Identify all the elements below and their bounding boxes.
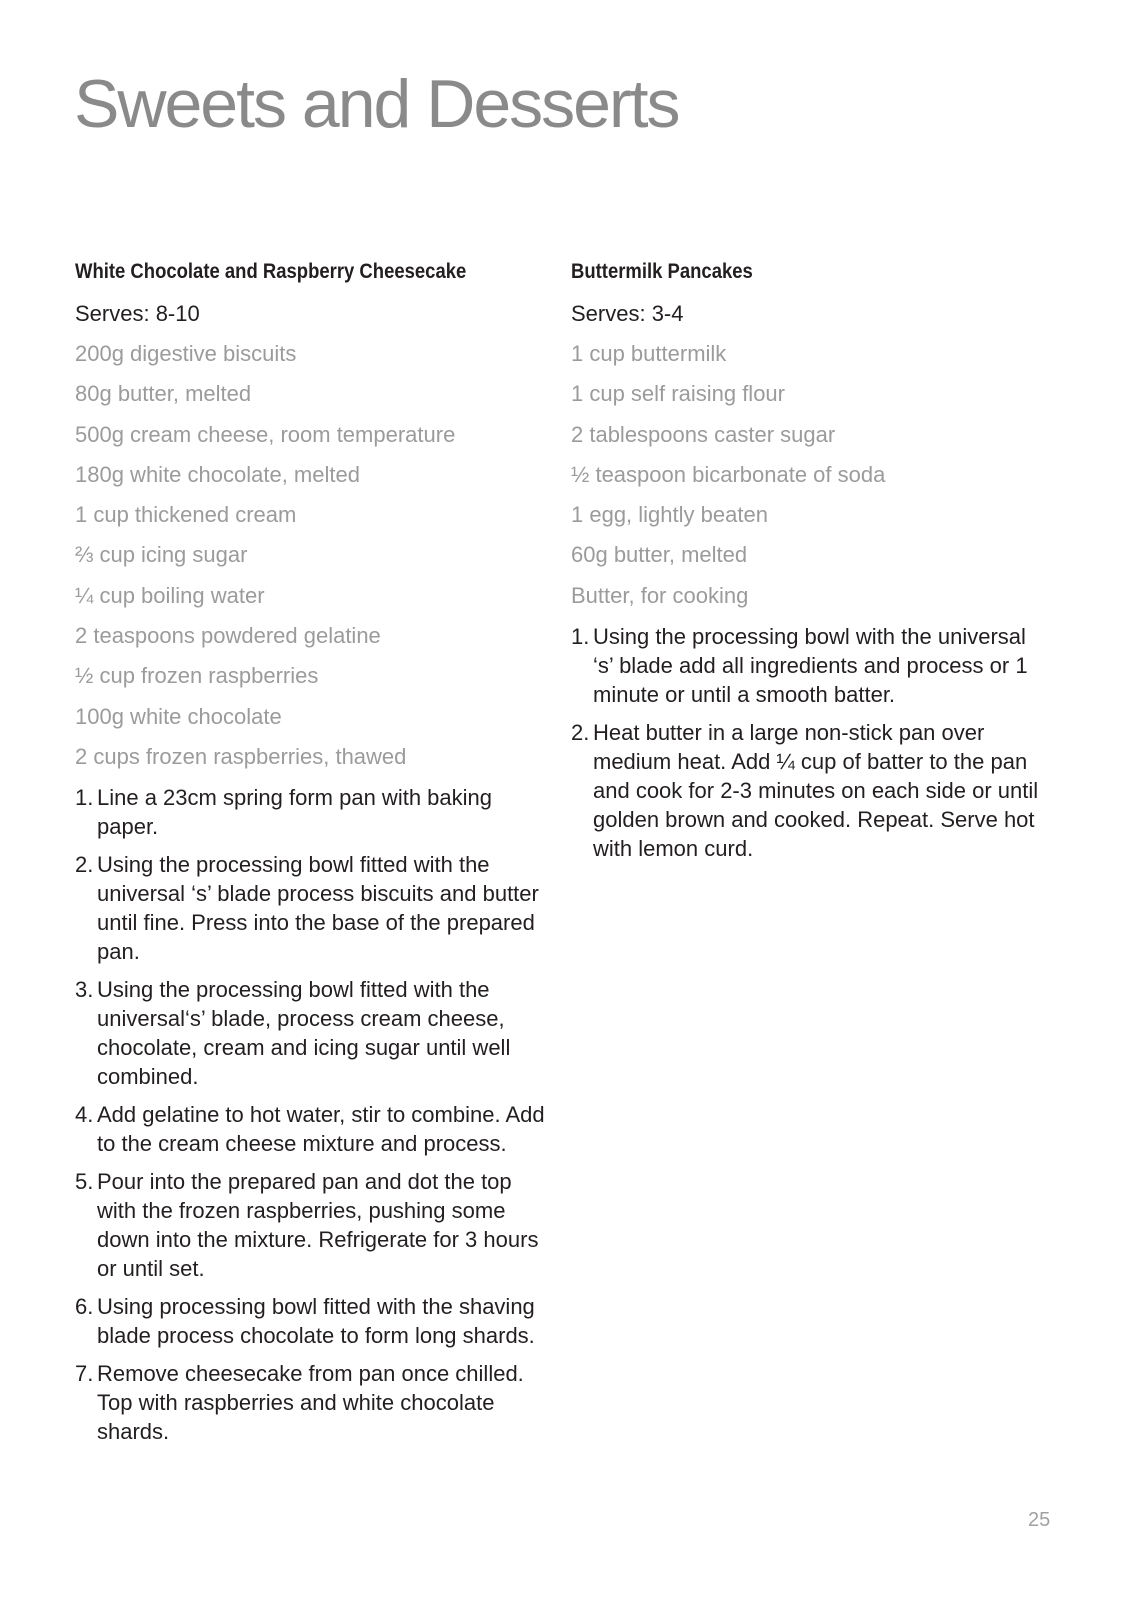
ingredient-item: 2 teaspoons powdered gelatine xyxy=(75,623,381,649)
ingredient-item: ½ cup frozen raspberries xyxy=(75,663,319,689)
ingredient-item: 1 egg, lightly beaten xyxy=(571,502,768,528)
page-title: Sweets and Desserts xyxy=(74,66,679,142)
step-text: Using the processing bowl fitted with the universal‘s’ blade, process cream cheese, chocolate, cream and icing sugar until well combined. xyxy=(97,977,511,1090)
method-step xyxy=(75,1292,545,1350)
ingredient-item: 80g butter, melted xyxy=(75,381,252,407)
ingredient-item: 200g digestive biscuits xyxy=(75,341,297,366)
recipe-serves: Serves: 3-4 xyxy=(571,301,684,326)
ingredient-list xyxy=(75,334,545,777)
step-number: 5. xyxy=(75,1169,94,1195)
method-step xyxy=(571,622,1046,709)
ingredient-item: 100g white chocolate xyxy=(75,703,282,729)
method-steps xyxy=(75,783,545,1446)
method-step xyxy=(75,975,545,1091)
method-step xyxy=(75,1167,545,1283)
page-number: 25 xyxy=(1028,1509,1051,1531)
method-step xyxy=(571,718,1046,863)
step-text: Pour into the prepared pan and dot the top with the frozen raspberries, pushing some down into the mixture. Refrigerate for 3 hours or until set. xyxy=(97,1169,539,1282)
step-text: Heat butter in a large non-stick pan over medium heat. Add ¼ cup of batter to the pan and cook for 2-3 minutes on each side or until golden brown and cooked. Repeat. Serve hot with lemon curd. xyxy=(593,720,1039,862)
recipe-title: White Chocolate and Raspberry Cheesecake xyxy=(75,260,467,283)
step-number: 3. xyxy=(75,977,94,1003)
step-number: 1. xyxy=(571,624,590,650)
ingredient-item: 1 cup self raising flour xyxy=(571,381,785,407)
ingredient-item: ⅔ cup icing sugar xyxy=(75,542,248,568)
step-number: 1. xyxy=(75,785,94,811)
step-number: 2. xyxy=(75,852,94,878)
step-number: 2. xyxy=(571,720,590,746)
recipe-serves: Serves: 8-10 xyxy=(75,301,200,326)
step-text: Using processing bowl fitted with the shaving blade process chocolate to form long shards. xyxy=(97,1294,535,1349)
recipe-cheesecake xyxy=(75,254,545,1455)
ingredient-item: 500g cream cheese, room temperature xyxy=(75,421,456,447)
ingredient-item: 1 cup buttermilk xyxy=(571,341,727,366)
ingredient-item: 60g butter, melted xyxy=(571,542,748,568)
ingredient-item: 1 cup thickened cream xyxy=(75,502,297,528)
recipe-pancakes xyxy=(571,254,1046,872)
ingredient-item: ½ teaspoon bicarbonate of soda xyxy=(571,461,886,487)
ingredient-item: 180g white chocolate, melted xyxy=(75,461,360,487)
ingredient-list xyxy=(571,334,1046,616)
step-text: Using the processing bowl with the universal ‘s’ blade add all ingredients and process or 1 minute or until a smooth batter. xyxy=(593,624,1028,708)
step-number: 4. xyxy=(75,1102,94,1128)
recipe-title: Buttermilk Pancakes xyxy=(571,260,753,283)
step-number: 7. xyxy=(75,1361,94,1387)
step-text: Remove cheesecake from pan once chilled. Top with raspberries and white chocolate shards. xyxy=(97,1361,524,1445)
ingredient-item: 2 tablespoons caster sugar xyxy=(571,421,836,447)
step-number: 6. xyxy=(75,1294,94,1320)
method-step xyxy=(75,783,545,841)
method-step xyxy=(75,1100,545,1158)
ingredient-item: Butter, for cooking xyxy=(571,582,749,608)
method-steps xyxy=(571,622,1046,863)
step-text: Add gelatine to hot water, stir to combine. Add to the cream cheese mixture and process. xyxy=(97,1102,545,1157)
method-step xyxy=(75,1359,545,1446)
method-step xyxy=(75,850,545,966)
ingredient-item: 2 cups frozen raspberries, thawed xyxy=(75,743,407,769)
step-text: Line a 23cm spring form pan with baking paper. xyxy=(97,785,492,840)
step-text: Using the processing bowl fitted with the universal ‘s’ blade process biscuits and butter until fine. Press into the base of the prepared pan. xyxy=(97,852,539,965)
ingredient-item: ¼ cup boiling water xyxy=(75,582,265,608)
